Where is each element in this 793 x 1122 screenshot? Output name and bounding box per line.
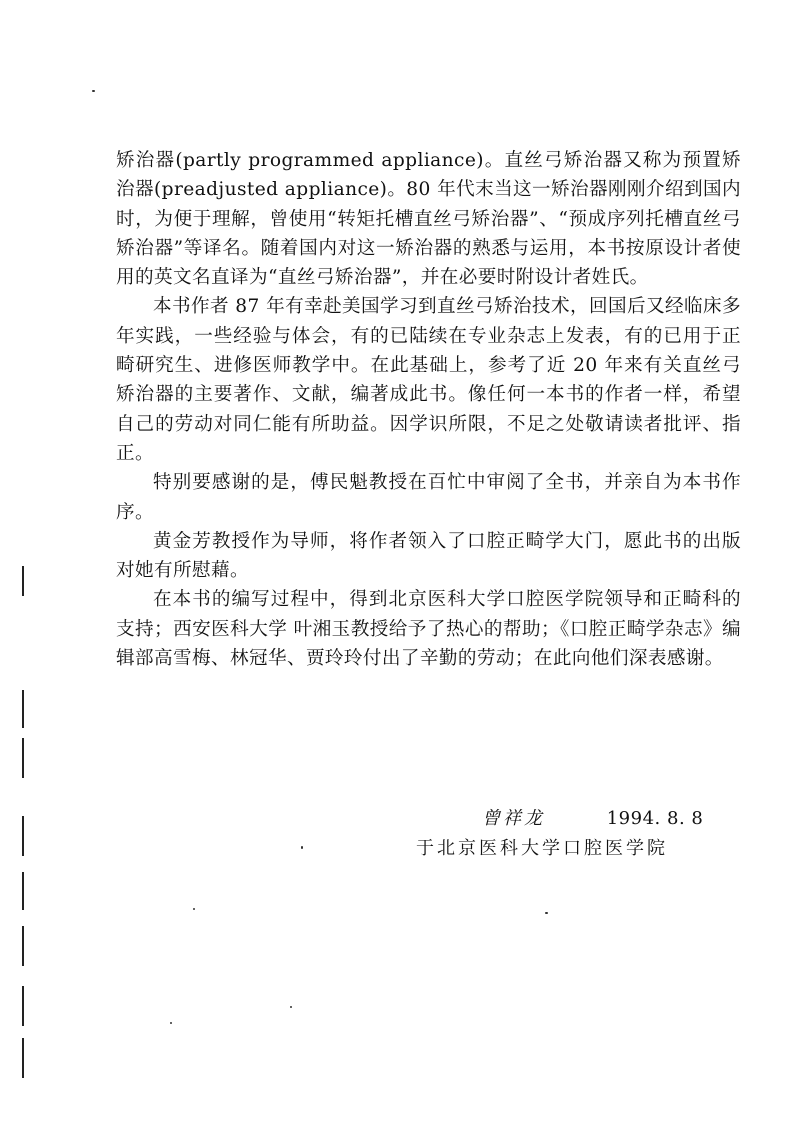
author-name: 曾祥龙 — [482, 808, 545, 829]
scan-speck — [193, 908, 195, 910]
margin-mark — [22, 566, 24, 596]
signature-date: 1994. 8. 8 — [606, 808, 704, 829]
scan-speck — [290, 1006, 292, 1008]
margin-mark — [22, 986, 24, 1026]
paragraph-4: 黄金芳教授作为导师，将作者领入了口腔正畸学大门，愿此书的出版对她有所慰藉。 — [116, 530, 741, 582]
margin-mark — [22, 1038, 24, 1078]
paragraph-1: 矫治器(partly programmed appliance)。直丝弓矫治器又称为预置矫治器(preadjusted appliance)。80 年代末当这一矫治器刚刚介绍到国内时，为便于理解，曾使用“转矩托槽直丝弓矫治器”、“预成序列托槽直丝弓矫治器”等译名。随着国内对这一矫治器的熟悉与运用，本书按原设计者使用的英文名直译为“直丝弓矫治器”，并在必要时附设计者姓氏。 — [116, 150, 741, 289]
margin-mark — [22, 926, 24, 966]
paragraph-2: 本书作者 87 年有幸赴美国学习到直丝弓矫治技术，回国后又经临床多年实践，一些经验与体会，有的已陆续在专业杂志上发表，有的已用于正畸研究生、进修医师教学中。在此基础上，参考了近 20 年来有关直丝弓矫治器的主要著作、文献，编著成此书。像任何一本书的作者一样，希望自己的劳动对同仁能有所助益。因学识所限，不足之处敬请读者批评、指正。 — [116, 296, 741, 464]
scan-speck — [170, 1022, 172, 1024]
margin-mark — [22, 690, 24, 728]
paragraph-5: 在本书的编写过程中，得到北京医科大学口腔医学院领导和正畸科的支持；西安医科大学 叶湘玉教授给予了热心的帮助；《口腔正畸学杂志》编辑部高雪梅、林冠华、贾玲玲付出了辛勤的劳动；在此向他们深表感谢。 — [116, 589, 741, 670]
preface-body — [116, 146, 741, 673]
margin-mark — [22, 816, 24, 856]
margin-mark — [22, 738, 24, 778]
scan-speck — [545, 912, 548, 914]
scan-speck — [301, 846, 303, 849]
scan-speck — [92, 90, 95, 92]
margin-mark — [22, 872, 24, 910]
signature-block — [416, 804, 736, 864]
signature-place: 于北京医科大学口腔医学院 — [416, 838, 668, 859]
signature-line — [416, 804, 736, 834]
paragraph-3: 特别要感谢的是，傅民魁教授在百忙中审阅了全书，并亲自为本书作序。 — [116, 472, 741, 523]
